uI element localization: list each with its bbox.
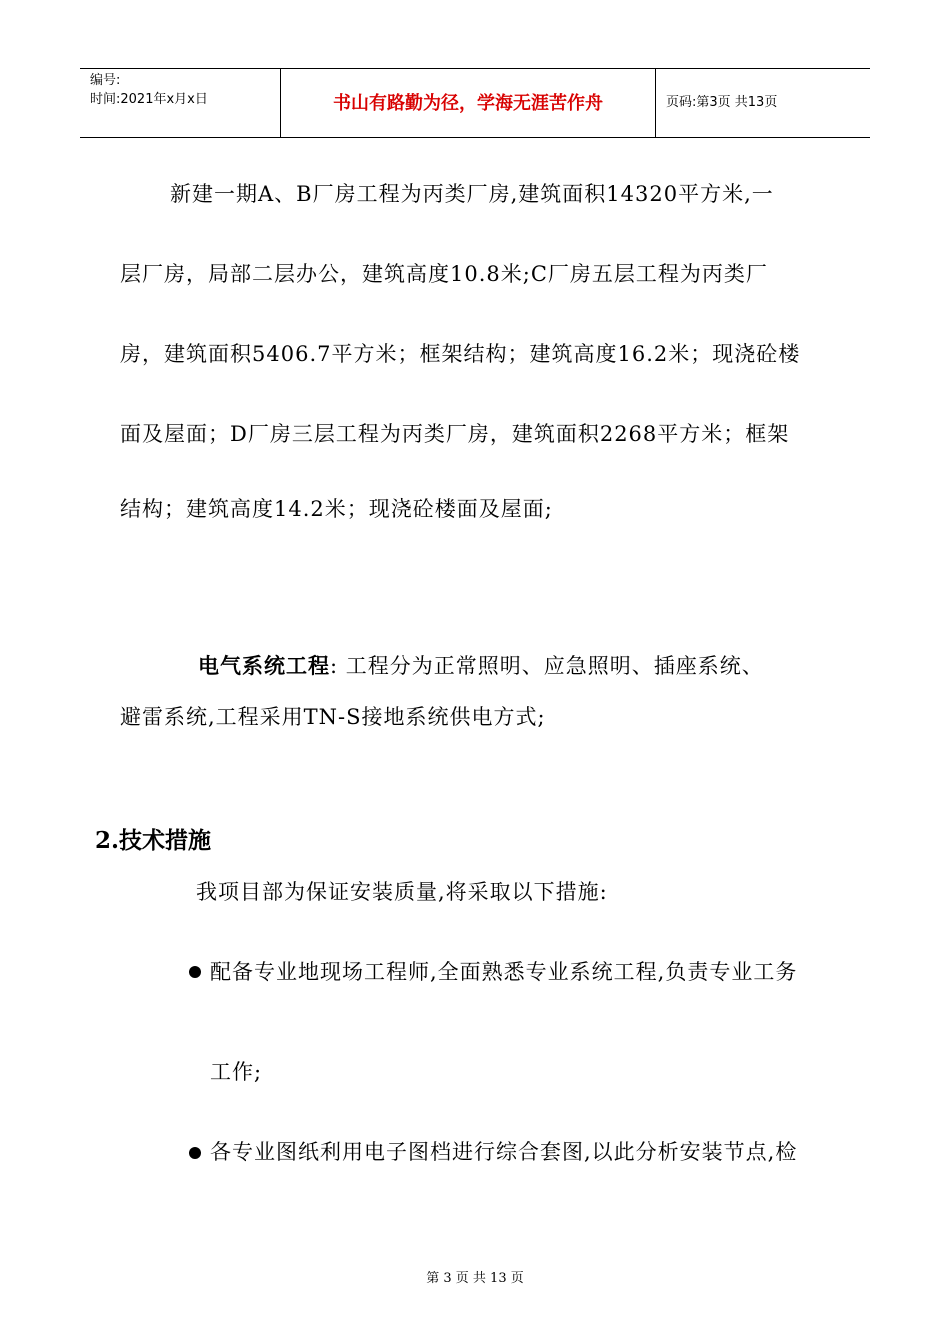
header-meta-cell: [80, 69, 280, 137]
bullet-icon: [189, 966, 201, 978]
section-heading: 2.技术措施: [95, 827, 212, 854]
page-header: [80, 68, 870, 138]
page-footer: 第 3 页 共 13 页: [426, 1271, 524, 1286]
paragraph-line: 面及屋面；D厂房三层工程为丙类厂房，建筑面积2268平方米；框架: [120, 422, 790, 446]
paragraph-line: 房，建筑面积5406.7平方米；框架结构；建筑高度16.2米；现浇砼楼: [120, 342, 801, 366]
header-motto-cell: [280, 69, 656, 137]
electrical-text: : 工程分为正常照明、应急照明、插座系统、: [330, 654, 764, 678]
document-date: 时间:2021年x月x日: [90, 92, 208, 107]
header-page-cell: [656, 69, 870, 137]
bullet-item-1-continuation: 工作;: [210, 1060, 263, 1084]
bullet-item-2: 各专业图纸利用电子图档进行综合套图,以此分析安装节点,检: [210, 1140, 798, 1164]
bullet-item-1: 配备专业地现场工程师,全面熟悉专业系统工程,负责专业工务: [210, 960, 798, 984]
electrical-paragraph: [198, 652, 764, 680]
paragraph-line: 结构；建筑高度14.2米；现浇砼楼面及屋面;: [120, 497, 553, 521]
header-page-number: 页码:第3页 共13页: [666, 95, 778, 110]
bullet-icon: [189, 1147, 201, 1159]
electrical-title: 电气系统工程: [198, 653, 330, 678]
electrical-paragraph-line2: 避雷系统,工程采用TN-S接地系统供电方式;: [120, 705, 546, 729]
paragraph-line: 层厂房，局部二层办公，建筑高度10.8米;C厂房五层工程为丙类厂: [120, 262, 768, 286]
document-number: 编号:: [90, 73, 121, 88]
intro-text: 我项目部为保证安装质量,将采取以下措施:: [196, 880, 608, 904]
header-motto: 书山有路勤为径，学海无涯苦作舟: [333, 93, 603, 114]
paragraph-line: 新建一期A、B厂房工程为丙类厂房,建筑面积14320平方米,一: [170, 182, 774, 206]
